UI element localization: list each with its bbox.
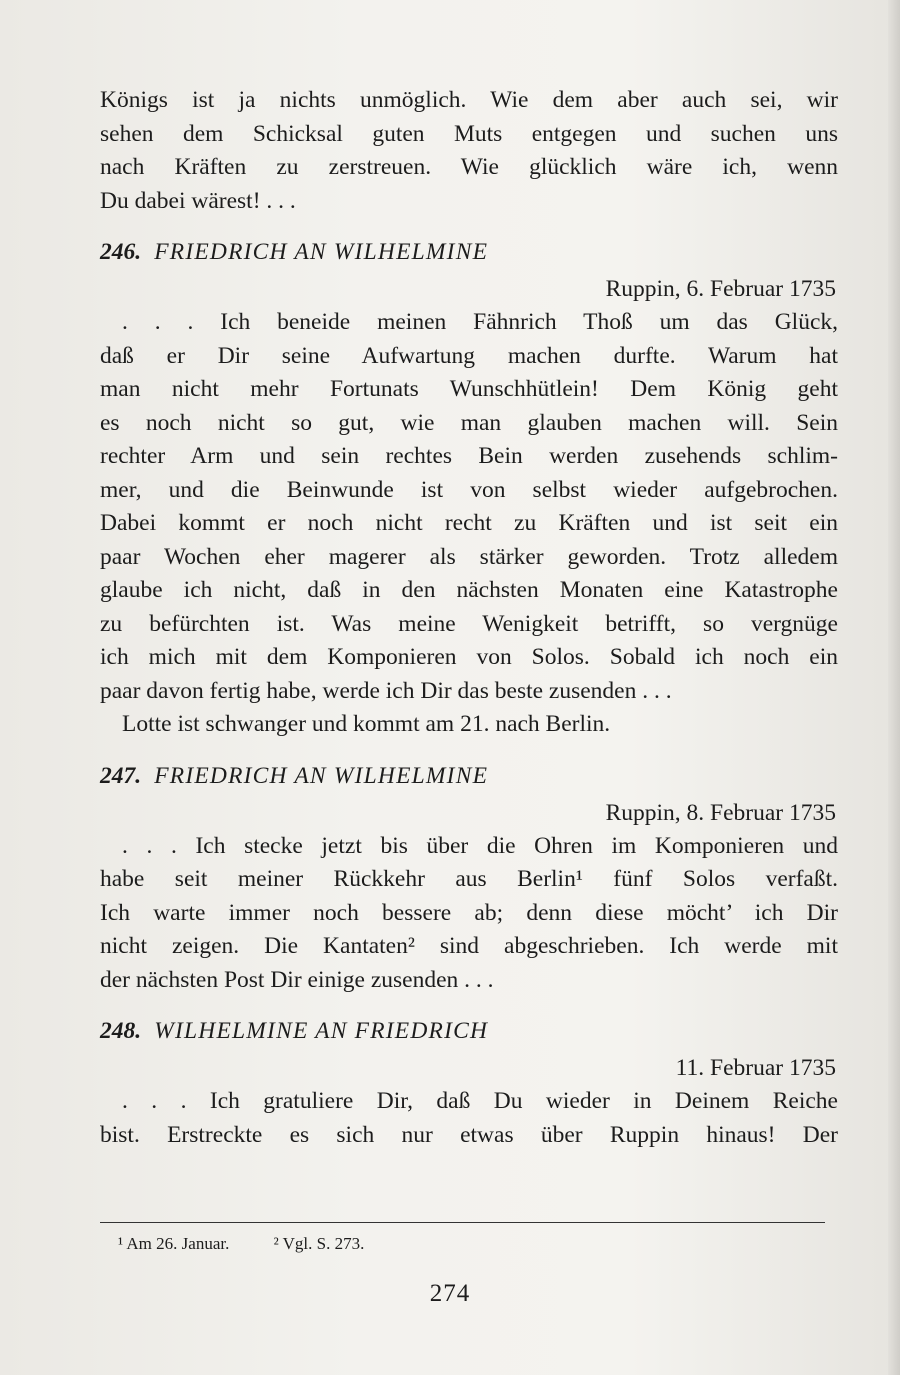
letter-dateline: Ruppin, 6. Februar 1735 xyxy=(605,276,836,302)
text-line: Du dabei wärest! . . . xyxy=(100,187,296,214)
text-line: . . . Ich gratuliere Dir, daß Du wieder in Deinem Reiche xyxy=(122,1088,838,1114)
text-line: es noch nicht so gut, wie man glauben machen will. Sein xyxy=(100,409,838,436)
letter-247 xyxy=(100,756,838,998)
letter-number: 248. xyxy=(100,1018,142,1044)
letter-title: FRIEDRICH AN WILHELMINE xyxy=(154,239,489,265)
text-line: ich mich mit dem Komponieren von Solos. Sobald ich noch ein xyxy=(100,644,838,670)
text-line: habe seit meiner Rückkehr aus Berlin¹ fünf Solos verfaßt. xyxy=(100,866,838,892)
text-line: mer, und die Beinwunde ist von selbst wieder aufgebrochen. xyxy=(100,476,838,503)
page-edge-shadow xyxy=(888,0,900,1375)
letter-heading xyxy=(100,756,838,796)
text-line: rechter Arm und sein rechtes Bein werden zusehends schlim- xyxy=(100,443,838,469)
text-line: nach Kräften zu zerstreuen. Wie glücklich wäre ich, wenn xyxy=(100,154,838,180)
text-line: Königs ist ja nichts unmöglich. Wie dem aber auch sei, wir xyxy=(100,87,838,113)
footnote-1: ¹ Am 26. Januar. xyxy=(118,1234,230,1253)
letter-title: FRIEDRICH AN WILHELMINE xyxy=(154,762,489,789)
text-line: . . . Ich beneide meinen Fähnrich Thoß um das Glück, xyxy=(122,309,838,335)
text-line: nicht zeigen. Die Kantaten² sind abgeschrieben. Ich werde mit xyxy=(100,933,838,959)
letter-dateline: 11. Februar 1735 xyxy=(675,1055,836,1081)
text-line: paar davon fertig habe, werde ich Dir das beste zusenden . . . xyxy=(100,677,672,704)
footnote-2: ² Vgl. S. 273. xyxy=(273,1234,365,1253)
text-line: Ich warte immer noch bessere ab; denn diese möcht’ ich Dir xyxy=(100,899,838,926)
footnotes xyxy=(118,1234,364,1254)
letter-248 xyxy=(100,1011,838,1152)
letter-heading xyxy=(100,1011,838,1051)
text-line: . . . Ich stecke jetzt bis über die Ohren im Komponieren und xyxy=(122,832,838,859)
text-line: glaube ich nicht, daß in den nächsten Monaten eine Katastrophe xyxy=(100,577,838,603)
letter-heading xyxy=(100,232,838,272)
text-line: Dabei kommt er noch nicht recht zu Kräften und ist seit ein xyxy=(100,510,838,536)
text-line: sehen dem Schicksal guten Muts entgegen und suchen uns xyxy=(100,120,838,147)
letter-dateline: Ruppin, 8. Februar 1735 xyxy=(605,799,836,826)
text-line: der nächsten Post Dir einige zusenden . . . xyxy=(100,966,494,993)
text-line: paar Wochen eher magerer als stärker geworden. Trotz alledem xyxy=(100,543,838,570)
footnote-rule xyxy=(100,1222,825,1223)
text-line: zu befürchten ist. Was meine Wenigkeit betrifft, so vergnüge xyxy=(100,610,838,637)
text-line: bist. Erstreckte es sich nur etwas über Ruppin hinaus! Der xyxy=(100,1121,838,1148)
text-line: daß er Dir seine Aufwartung machen durfte. Warum hat xyxy=(100,342,838,369)
text-line: Lotte ist schwanger und kommt am 21. nach Berlin. xyxy=(122,711,611,737)
page-number: 274 xyxy=(429,1280,471,1307)
letter-246 xyxy=(100,232,838,742)
intro-paragraph xyxy=(100,84,838,218)
letter-number: 246. xyxy=(100,239,142,265)
letter-title: WILHELMINE AN FRIEDRICH xyxy=(154,1018,489,1044)
letter-number: 247. xyxy=(100,762,142,789)
text-line: man nicht mehr Fortunats Wunschhütlein! Dem König geht xyxy=(100,376,838,402)
page-body xyxy=(100,84,838,1152)
